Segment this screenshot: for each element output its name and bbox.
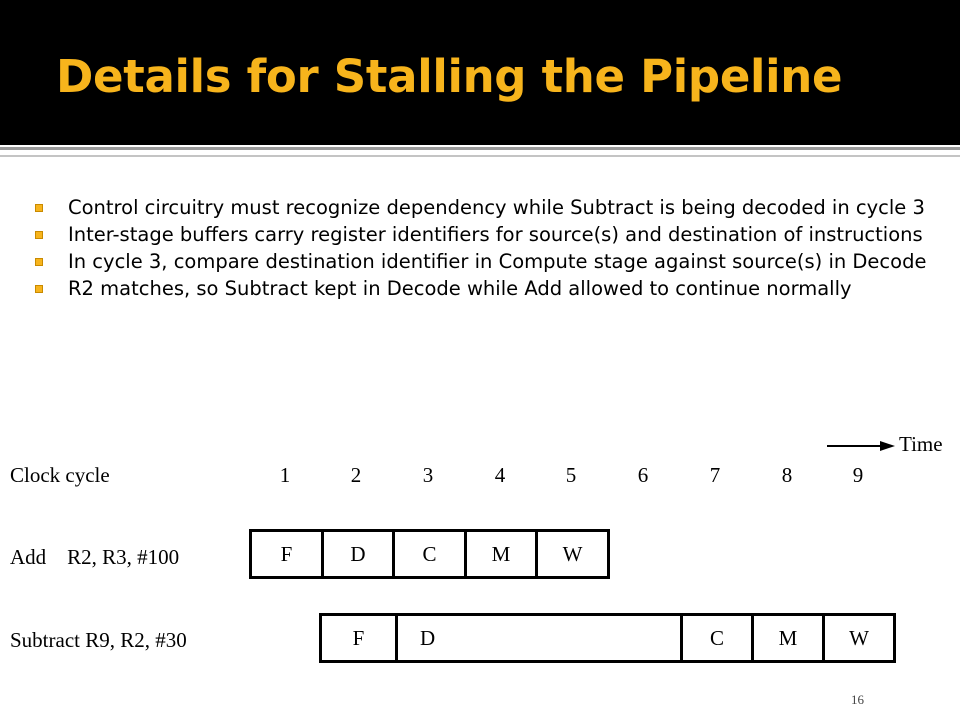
- bullet-item: [34, 250, 939, 274]
- cycle-number: 7: [709, 463, 721, 487]
- stage-memory: M: [467, 532, 538, 576]
- stage-decode: D: [324, 532, 395, 576]
- square-bullet-icon: [35, 231, 43, 239]
- add-instruction-label: Add R2, R3, #100: [10, 545, 180, 569]
- square-bullet-icon: [35, 258, 43, 266]
- time-label: Time: [899, 432, 943, 456]
- title-divider: [0, 147, 960, 150]
- cycle-number: 5: [565, 463, 577, 487]
- stage-decode-stalled: D: [398, 616, 683, 660]
- stage-compute: C: [683, 616, 754, 660]
- stage-fetch: F: [252, 532, 324, 576]
- cycle-number: 6: [637, 463, 649, 487]
- bullet-text: In cycle 3, compare destination identifier in Compute stage against source(s) in Decode: [68, 250, 927, 273]
- title-divider-thin: [0, 155, 960, 157]
- cycle-number: 2: [350, 463, 362, 487]
- subtract-instruction-label: Subtract R9, R2, #30: [10, 628, 187, 652]
- bullet-item: [34, 196, 939, 220]
- bullet-text: Control circuitry must recognize dependency while Subtract is being decoded in cycle 3: [68, 196, 925, 219]
- square-bullet-icon: [35, 285, 43, 293]
- cycle-number: 3: [422, 463, 434, 487]
- stage-write: W: [562, 541, 583, 566]
- stage-compute: C: [395, 532, 467, 576]
- slide-title: Details for Stalling the Pipeline: [56, 50, 843, 103]
- bullet-text: R2 matches, so Subtract kept in Decode while Add allowed to continue normally: [68, 277, 852, 300]
- bullet-item: [34, 223, 939, 247]
- stage-fetch: F: [322, 616, 398, 660]
- square-bullet-icon: [35, 204, 43, 212]
- title-bar: [0, 0, 960, 145]
- cycle-number: 1: [279, 463, 291, 487]
- clock-cycle-label: Clock cycle: [10, 463, 110, 487]
- cycle-number: 9: [852, 463, 864, 487]
- stage-memory: M: [754, 616, 825, 660]
- page-number: 16: [851, 692, 864, 707]
- cycle-number: 4: [494, 463, 506, 487]
- stage-write: W: [849, 625, 869, 650]
- cycle-number: 8: [781, 463, 793, 487]
- bullet-list: [34, 196, 939, 304]
- add-pipeline-row: [249, 529, 610, 579]
- bullet-item: [34, 277, 939, 301]
- bullet-text: Inter-stage buffers carry register identifiers for source(s) and destination of instructions: [68, 223, 923, 246]
- subtract-pipeline-row: [319, 613, 896, 663]
